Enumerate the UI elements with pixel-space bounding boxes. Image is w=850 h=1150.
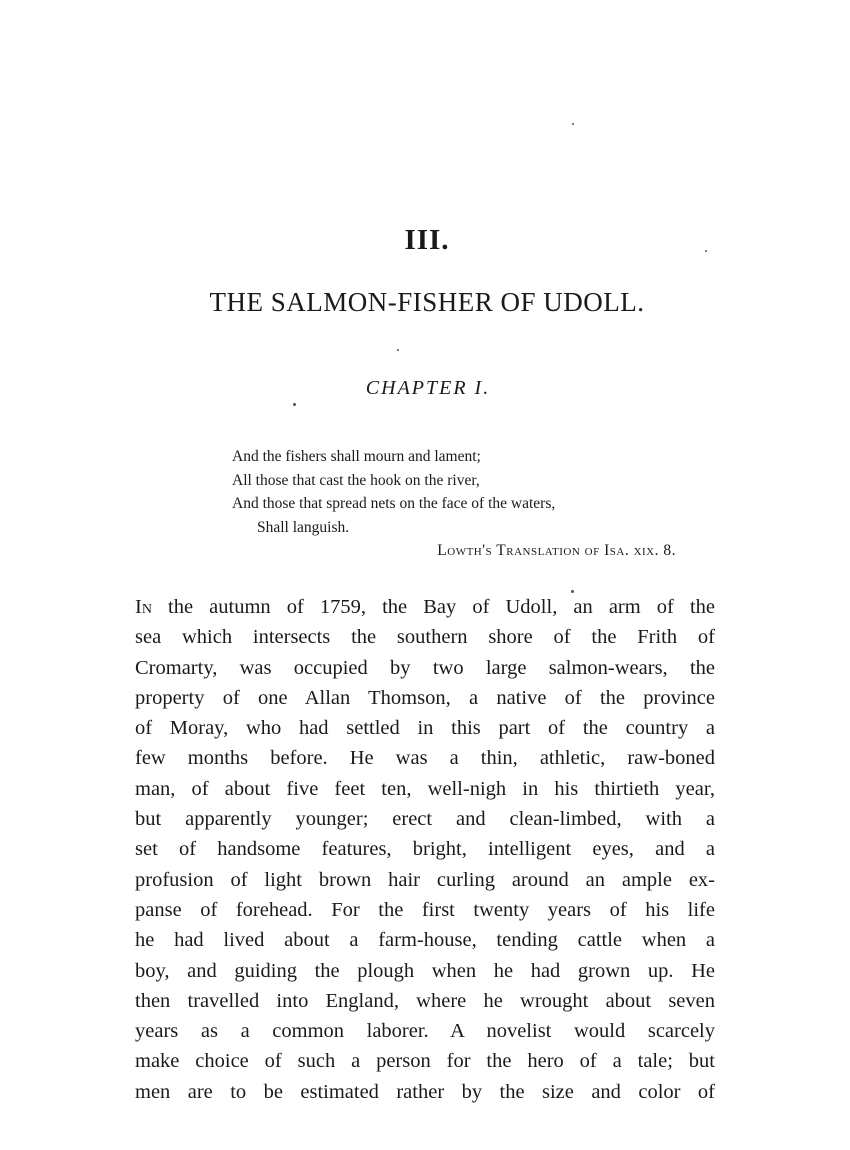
body-line: then travelled into England, where he wrought about seven [135, 989, 715, 1012]
first-line-rest: the autumn of 1759, the Bay of Udoll, an arm of the [151, 596, 715, 618]
epigraph-attribution: Lowth's Translation of Isa. xix. 8. [437, 542, 676, 559]
epigraph [232, 445, 682, 563]
initial-word: In [135, 596, 152, 618]
body-line: years as a common laborer. A novelist would scarcely [135, 1020, 715, 1043]
body-line: profusion of light brown hair curling around an ample ex- [135, 868, 715, 891]
chapter-heading: CHAPTER I. [365, 377, 491, 399]
body-line: make choice of such a person for the hero of a tale; but [135, 1050, 715, 1073]
epigraph-line: And the fishers shall mourn and lament; [232, 448, 481, 465]
epigraph-line: All those that cast the hook on the river, [232, 471, 480, 489]
scan-speck [571, 590, 574, 593]
body-line: panse of forehead. For the first twenty years of his life [135, 898, 715, 921]
body-line: few months before. He was a thin, athletic, raw-boned [135, 747, 715, 770]
epigraph-line: And those that spread nets on the face of the waters, [232, 495, 556, 512]
body-line: he had lived about a farm-house, tending cattle when a [135, 929, 715, 952]
body-line: set of handsome features, bright, intelligent eyes, and a [135, 838, 715, 861]
body-text [135, 592, 715, 1107]
scan-speck [572, 123, 574, 125]
scan-speck [705, 250, 707, 252]
body-line: men are to be estimated rather by the size and color of [135, 1080, 715, 1103]
scan-speck [397, 349, 399, 351]
body-line: man, of about five feet ten, well-nigh in his thirtieth year, [135, 777, 715, 800]
body-line: of Moray, who had settled in this part of the country a [135, 717, 715, 740]
part-number: III. [404, 224, 450, 256]
body-line: sea which intersects the southern shore of the Frith of [135, 626, 715, 649]
body-line: but apparently younger; erect and clean-limbed, with a [135, 808, 715, 831]
body-line: boy, and guiding the plough when he had grown up. He [135, 959, 715, 982]
body-line: property of one Allan Thomson, a native of the province [135, 686, 715, 709]
epigraph-line: Shall languish. [257, 518, 350, 536]
body-line [135, 592, 715, 622]
story-title: THE SALMON-FISHER OF UDOLL. [209, 287, 645, 317]
body-line: Cromarty, was occupied by two large salmon-wears, the [135, 656, 715, 679]
scan-speck [293, 403, 296, 406]
